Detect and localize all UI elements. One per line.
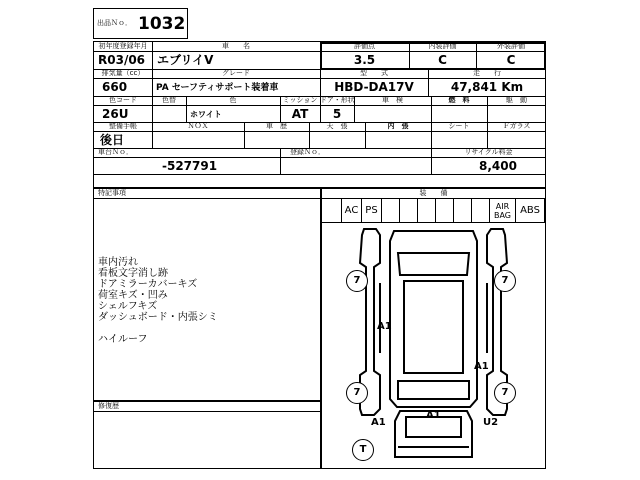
chassis-label: 車台Ｎｏ．: [98, 148, 133, 156]
score-value: 3.5: [353, 53, 376, 67]
recycle-label: リサイクル料金: [464, 148, 513, 156]
model-label: 車 名: [222, 42, 250, 50]
car-model: エブリイV: [157, 53, 214, 67]
equipment-cell: AC: [342, 199, 362, 222]
car-diagram: [322, 223, 545, 469]
repair-box: [93, 401, 321, 469]
wheel-mark-front-left: 7: [346, 270, 368, 292]
seat-label: シート: [448, 122, 470, 130]
manual-label: 整備手帳: [109, 122, 137, 130]
damage-rear-bumper-right: U2: [483, 417, 499, 428]
spare-tire-mark: T: [352, 439, 374, 461]
equipment-row: [322, 199, 545, 222]
equipment-cell: [322, 199, 342, 222]
note-line: ダッシュボード・内張シミ: [98, 312, 218, 323]
chassis-number: -527791: [162, 159, 218, 173]
equipment-cell: ABS: [516, 199, 545, 222]
mission-label: ミッション: [282, 96, 318, 104]
damage-left-side: A1: [377, 321, 392, 332]
displacement: 660: [102, 80, 128, 94]
equipment-cell: [382, 199, 400, 222]
interior-grade: C: [438, 53, 447, 67]
doors-label: ドア・形状: [320, 96, 355, 104]
inspection-label: 車 検: [382, 96, 403, 104]
notes-label: 特記事項: [98, 189, 126, 197]
wheel-mark-front-right: 7: [494, 270, 516, 292]
equipment-cell: [400, 199, 418, 222]
mileage-label: 走 行: [473, 69, 501, 77]
sunroof-label: 天 張: [326, 122, 348, 130]
mileage: 47,841 Km: [450, 80, 524, 94]
lot-number-label: 出品Ｎｏ．: [97, 19, 132, 27]
equipment-cell: [436, 199, 454, 222]
equipment-label: 装 備: [419, 189, 448, 197]
note-line: ハイルーフ: [98, 334, 148, 345]
damage-right-side: A1: [474, 361, 489, 372]
displacement-label: 排気量（cc）: [101, 69, 145, 77]
mission: AT: [291, 107, 309, 121]
exterior-grade: C: [506, 53, 516, 67]
grade: PA セーフティサポート装着車: [156, 83, 279, 93]
type-label: 型 式: [360, 69, 388, 77]
doors: 5: [332, 107, 342, 121]
equipment-cell: [472, 199, 490, 222]
equipment-cell: PS: [362, 199, 382, 222]
history-label: 車 歴: [266, 122, 287, 130]
equipment-cell: AIR BAG: [490, 199, 516, 222]
drive-label: 駆 動: [506, 96, 527, 104]
repair-label: 修復歴: [98, 402, 119, 410]
notes-box: [93, 188, 321, 401]
nox-label: ＮＯＸ: [187, 122, 209, 130]
glass-label: Ｆガラス: [502, 122, 531, 130]
recycle-fee: 8,400: [479, 159, 517, 173]
color-label: 色: [229, 96, 237, 104]
lot-number-box: [93, 8, 188, 39]
note-line: ドアミラーカバーキズ: [98, 279, 198, 290]
note-line: シェルフキズ: [98, 301, 158, 312]
interior-trim-label: 内 張: [387, 122, 409, 130]
info-grid: [93, 41, 546, 188]
model-type: HBD-DA17V: [334, 80, 414, 94]
color-change-label: 色替: [162, 96, 176, 104]
wheel-mark-rear-right: 7: [494, 382, 516, 404]
registration-date: R03/06: [98, 53, 146, 67]
color-code: 26U: [102, 107, 129, 121]
note-line: 車内汚れ: [98, 257, 138, 268]
grade-label: グレード: [222, 69, 250, 77]
note-line: 荷室キズ・凹み: [98, 290, 168, 301]
registration-no-label: 登録Ｎｏ．: [290, 148, 325, 156]
note-line: 看板文字消し跡: [98, 268, 168, 279]
interior-label: 内装評価: [428, 42, 457, 50]
fuel-label: 燃 料: [448, 96, 470, 104]
reg-label: 初年度登録年月: [98, 42, 148, 50]
maintenance-manual: 後日: [100, 133, 125, 147]
lot-number: 1032: [138, 14, 186, 34]
wheel-mark-rear-left: 7: [346, 382, 368, 404]
equipment-box: [321, 188, 546, 469]
damage-rear-door: A1: [426, 410, 441, 421]
exterior-label: 外装評価: [497, 42, 525, 50]
equipment-cell: [418, 199, 436, 222]
equipment-cell: [454, 199, 472, 222]
score-label: 評価点: [354, 42, 375, 50]
color-code-label: 色コード: [109, 96, 137, 104]
damage-rear-bumper-left: A1: [371, 417, 386, 428]
color: ホワイト: [190, 110, 222, 119]
